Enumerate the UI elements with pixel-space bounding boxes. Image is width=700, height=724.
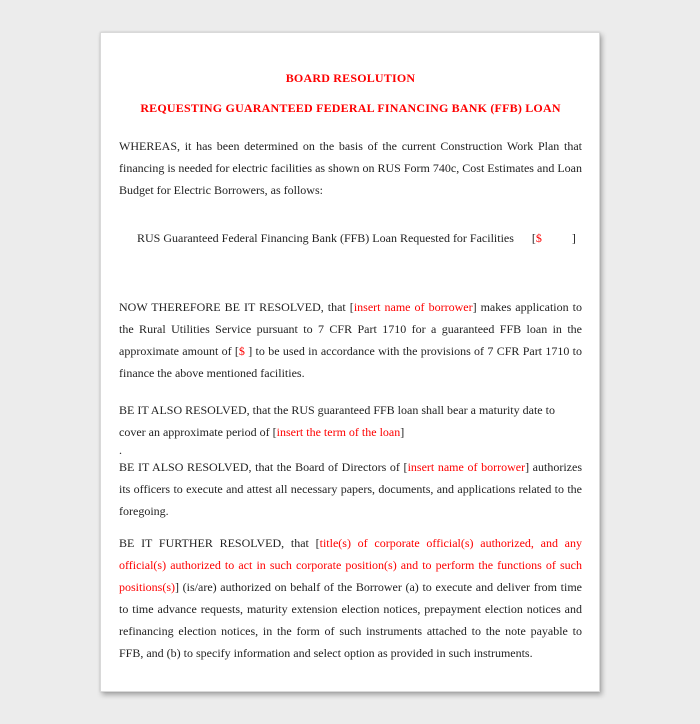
- text-segment: ] authorizes its officers to execute and attest all necessary papers, documents, and applications related to the foregoing.: [119, 460, 582, 518]
- text-segment: WHEREAS, it has been determined on the basis of the current Construction Work Plan that financing is needed for electric facilities as shown on RUS Form 740c, Cost Estimates and Loan Budget for Electric Borrowers, as follows:: [119, 139, 582, 197]
- text-segment: ] to be used in accordance with the provisions of 7 CFR Part 1710 to finance the above mentioned facilities.: [119, 344, 582, 380]
- document-title: BOARD RESOLUTION: [285, 71, 416, 85]
- placeholder-dollar-sign: $: [238, 344, 245, 358]
- text-segment: ]: [541, 231, 576, 245]
- lone-period: [119, 444, 582, 456]
- text-segment: .: [119, 443, 122, 457]
- paragraph-now-therefore: [119, 296, 582, 384]
- document-subtitle: REQUESTING GUARANTEED FEDERAL FINANCING BANK (FFB) LOAN: [140, 101, 561, 115]
- text-segment: NOW THEREFORE BE IT RESOLVED, that [: [119, 300, 354, 314]
- text-segment: ]: [400, 425, 405, 439]
- text-segment: ] makes application to the Rural Utilities Service pursuant to 7 CFR Part 1710 for a guaranteed FFB loan in the approximate amount of [: [119, 300, 582, 358]
- text-segment: ] (is/are) authorized on behalf of the Borrower (a) to execute and deliver from time to time advance requests, maturity extension election notices, prepayment election notices and refinancing election notices, in the form of such instruments attached to the note payable to FFB, and (b) to specify information and select option as provided in such instruments.: [119, 580, 582, 660]
- text-segment: BE IT FURTHER RESOLVED, that [: [119, 536, 320, 550]
- placeholder-official-titles: title(s) of corporate official(s) authorized, and any official(s) authorized to act in such corporate position(s) and to perform the functions of such positions(s): [119, 536, 583, 594]
- loan-request-line: [119, 205, 582, 271]
- placeholder-borrower-name: insert name of borrower: [407, 460, 526, 474]
- placeholder-loan-term: insert the term of the loan: [276, 425, 401, 439]
- text-segment: RUS Guaranteed Federal Financing Bank (FFB) Loan Requested for Facilities [: [137, 231, 536, 245]
- paragraph-whereas: [119, 135, 582, 201]
- text-segment: BE IT ALSO RESOLVED, that the Board of Directors of [: [119, 460, 408, 474]
- paragraph-also-resolved-board: [119, 456, 582, 522]
- paragraph-also-resolved-term: [119, 399, 582, 443]
- placeholder-dollar-sign: $: [535, 231, 542, 245]
- paragraph-further-resolved: [119, 532, 582, 664]
- placeholder-borrower-name: insert name of borrower: [353, 300, 473, 314]
- text-segment: BE IT ALSO RESOLVED, that the RUS guaranteed FFB loan shall bear a maturity date to cover an approximate period of [: [119, 403, 555, 439]
- document-page: [100, 32, 600, 692]
